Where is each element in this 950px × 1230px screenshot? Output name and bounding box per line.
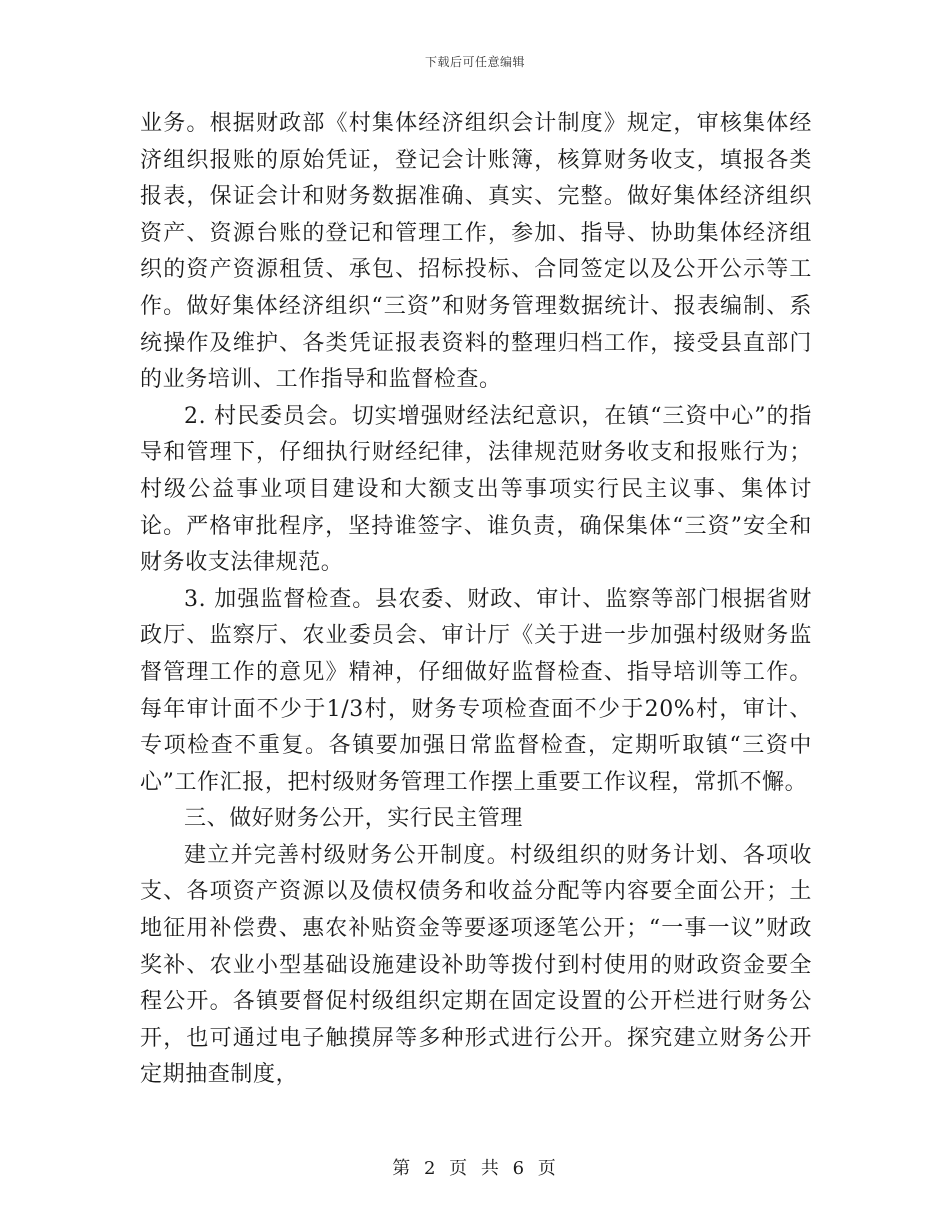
paragraph-1: 业务。根据财政部《村集体经济组织会计制度》规定，审核集体经济组织报账的原始凭证，登记会计账簿，核算财务收支，填报各类报表，保证会计和财务数据准确、真实、完整。做好集体经济组织资产、资源台账的登记和管理工作，参加、指导、协助集体经济组织的资产资源租赁、承包、招标投标、合同签定以及公开公示等工作。做好集体经济组织“三资”和财务管理数据统计、报表编制、系统操作及维护、各类凭证报表资料的整理归档工作，接受县直部门的业务培训、工作指导和监督检查。	[140, 111, 812, 393]
paragraph-3: 3. 加强监督检查。县农委、财政、审计、监察等部门根据省财政厅、监察厅、农业委员会、审计厅《关于进一步加强村级财务监督管理工作的意见》精神，仔细做好监督检查、指导培训等工作。每年审计面不少于1/3村，财务专项检查面不少于20%村，审计、专项检查不重复。各镇要加强日常监督检查，定期听取镇“三资中心”工作汇报，把村级财务管理工作摆上重要工作议程，常抓不懈。	[140, 586, 812, 795]
page-number: 第 2 页 共 6 页	[392, 1158, 558, 1179]
section-heading: 三、做好财务公开，实行民主管理	[184, 806, 524, 832]
page-header: 下载后可任意编辑	[424, 55, 525, 69]
paragraph-2: 2. 村民委员会。切实增强财经法纪意识，在镇“三资中心”的指导和管理下，仔细执行财经纪律，法律规范财务收支和报账行为；村级公益事业项目建设和大额支出等事项实行民主议事、集体讨论。严格审批程序，坚持谁签字、谁负责，确保集体“三资”安全和财务收支法律规范。	[140, 403, 812, 576]
paragraph-4: 建立并完善村级财务公开制度。村级组织的财务计划、各项收支、各项资产资源以及债权债务和收益分配等内容要全面公开；土地征用补偿费、惠农补贴资金等要逐项逐笔公开；“一事一议”财政奖补、农业小型基础设施建设补助等拨付到村使用的财政资金要全程公开。各镇要督促村级组织定期在固定设置的公开栏进行财务公开，也可通过电子触摸屏等多种形式进行公开。探究建立财务公开定期抽查制度，	[140, 842, 812, 1088]
document-body	[140, 106, 812, 1094]
